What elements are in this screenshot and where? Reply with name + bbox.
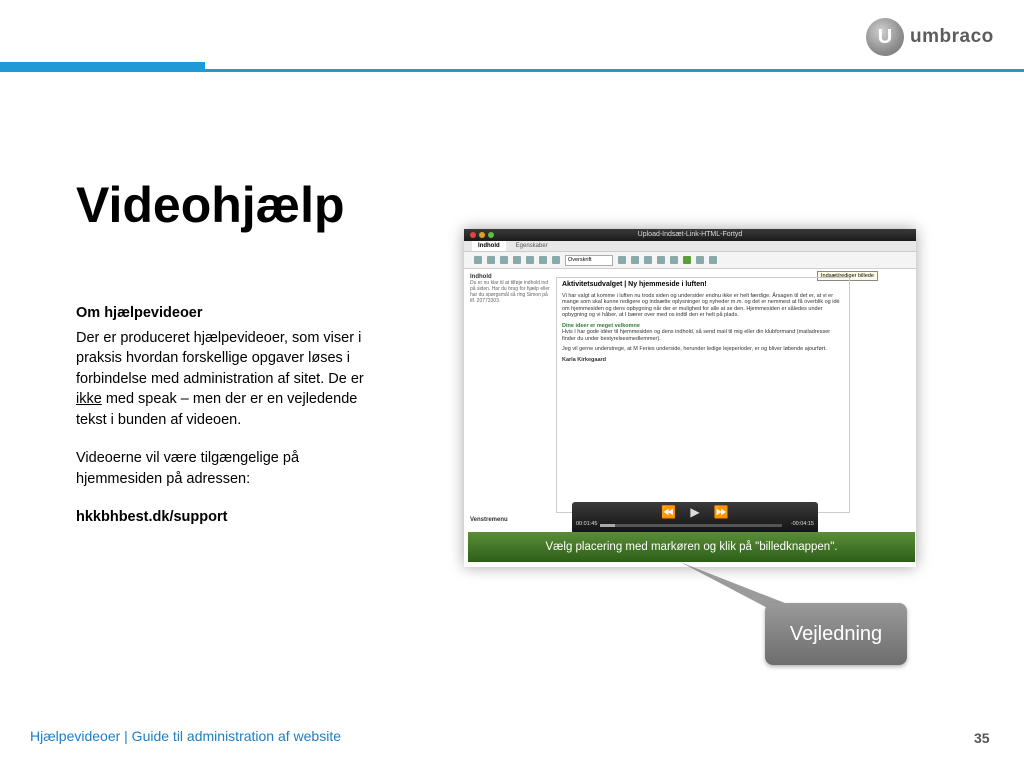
macro-icon[interactable] [696, 256, 704, 264]
list-icon[interactable] [644, 256, 652, 264]
progress-bar[interactable] [600, 524, 782, 527]
tab-egenskaber[interactable]: Egenskaber [515, 243, 548, 249]
editor-signature: Karla Kirkegaard [562, 356, 607, 363]
rich-text-editor[interactable] [556, 277, 850, 513]
field-label: Indhold [470, 274, 492, 280]
video-screenshot [464, 229, 916, 567]
link-icon[interactable] [657, 256, 665, 264]
bold-icon[interactable] [618, 256, 626, 264]
time-remaining: -00:04:15 [790, 521, 814, 527]
tab-bar [464, 241, 916, 252]
minimize-icon[interactable] [479, 232, 485, 238]
anchor-icon[interactable] [670, 256, 678, 264]
play-icon[interactable]: ▶ [690, 505, 700, 519]
undo-icon[interactable] [526, 256, 534, 264]
save-icon[interactable] [474, 256, 482, 264]
callout-vejledning: Vejledning [765, 603, 907, 665]
field-description [470, 274, 550, 304]
omega-icon[interactable] [709, 256, 717, 264]
editor-paragraph: Vi har valgt at komme i luften nu trods siden og undersider endnu ikke er helt færdige. Årsagen til det er, at vi er mange som skal kunne redigere og indsætte oplysninger og nyheder m.m. og det er nemmest at få overblik og idé om hjemmesiden og dens opbygning når der er mulighed for alle at se den. Hjemmesiden er således under opbygning og vi håber, at I bærer over med os indtil den er helt på plads. [562, 292, 840, 318]
editor-toolbar [464, 252, 916, 269]
video-player-controls [572, 502, 818, 534]
page-number: 35 [974, 730, 990, 746]
tab-indhold[interactable]: Indhold [472, 241, 506, 251]
venstremenu-label: Venstremenu [470, 517, 508, 523]
close-icon[interactable] [470, 232, 476, 238]
support-url[interactable]: hkkbhbest.dk/support [76, 509, 228, 525]
html-icon[interactable] [513, 256, 521, 264]
subheading: Om hjælpevideoer [76, 305, 203, 321]
editor-heading: Aktivitetsudvalget | Ny hjemmeside i luften! [562, 281, 707, 288]
umbraco-logo [866, 16, 996, 58]
cut-icon[interactable] [539, 256, 547, 264]
slide-title: Videohjælp [76, 177, 345, 233]
footer-caption: Hjælpevideoer | Guide til administration af website [30, 728, 342, 744]
progress-fill [600, 524, 615, 527]
tooltip: Indsæt/rediger billede [817, 271, 878, 281]
umbraco-logo-text: umbraco [910, 26, 994, 47]
window-titlebar [464, 229, 916, 241]
slide-body [76, 303, 376, 546]
para1-underline: ikke [76, 391, 102, 407]
save-publish-icon[interactable] [487, 256, 495, 264]
editor-paragraph: Jeg vil gerne understrege, at M Feries underside, herunder ledige lejeperioder, er og bliver løbende ajourført. [562, 346, 827, 352]
umbraco-logo-icon: U [866, 18, 904, 56]
fast-forward-icon[interactable]: ⏩ [713, 505, 729, 519]
window-title: Upload-Indsæt-Link-HTML-Fortyd [637, 231, 743, 238]
image-icon[interactable] [683, 256, 691, 264]
italic-icon[interactable] [631, 256, 639, 264]
preview-icon[interactable] [500, 256, 508, 264]
field-help: Du er nu klar til at tilføje indhold ind på siden. Har du brug for hjælp eller har du spørgsmål så ring Simon på tlf. 20773303. [470, 280, 550, 304]
header-rule [205, 69, 1024, 72]
guide-caption: Vælg placering med markøren og klik på "billedknappen". [468, 532, 915, 562]
header-accent-bar [0, 62, 205, 72]
maximize-icon[interactable] [488, 232, 494, 238]
paste-icon[interactable] [552, 256, 560, 264]
format-select[interactable]: Overskrift [565, 255, 613, 266]
rewind-icon[interactable]: ⏪ [661, 505, 677, 519]
paragraph-intro [76, 328, 376, 431]
time-elapsed: 00:01:45 [576, 521, 598, 527]
editor-paragraph: Hvis I har gode idéer til hjemmesiden og dens indhold, så send mail til mig eller din klubformand (mailadresser finder du under bestyrelsesmedlemmer). [562, 329, 831, 342]
para1-end: med speak – men der er en vejledende tekst i bunden af videoen. [76, 391, 358, 428]
editor-subheading: Dine ideer er meget velkomne [562, 322, 640, 329]
para1-start: Der er produceret hjælpevideoer, som viser i praksis hvordan forskellige opgaver løses i forbindelse med administration af sitet. De er [76, 329, 364, 387]
paragraph-availability: Videoerne vil være tilgængelige på hjemmesiden på adressen: [76, 450, 300, 487]
